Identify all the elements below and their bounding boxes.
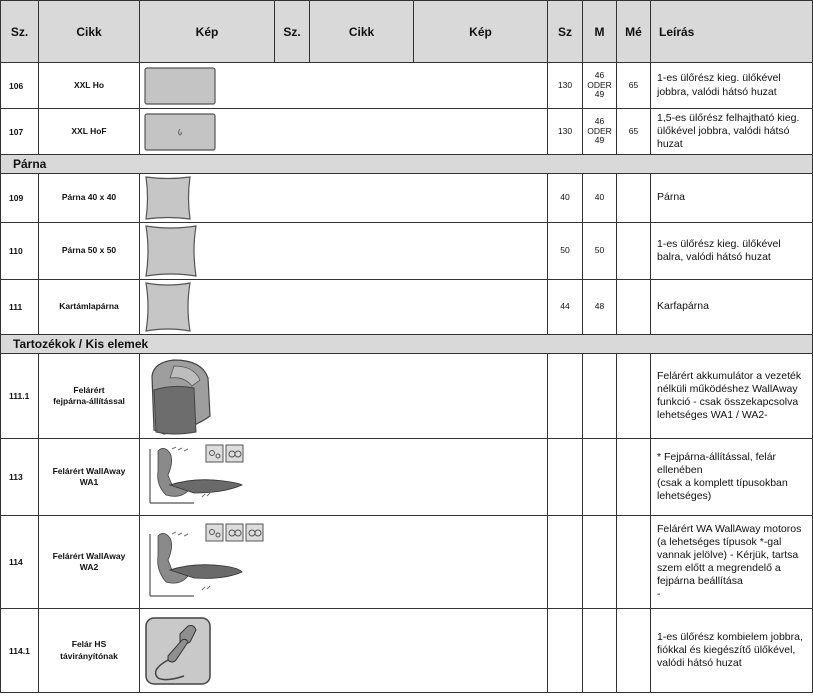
width-value: 50 bbox=[548, 223, 583, 280]
depth-value bbox=[617, 609, 651, 693]
section-title: Tartozékok / Kis elemek bbox=[1, 335, 813, 354]
description: 1-es ülőrész kieg. ülőkével jobbra, valódi hátsó huzat bbox=[651, 63, 813, 109]
header-kep-2: Kép bbox=[414, 1, 548, 63]
row-number: 114 bbox=[1, 516, 39, 609]
article-name: Felárért fejpárna-állítással bbox=[39, 354, 140, 439]
table-row bbox=[1, 354, 813, 439]
header-depth: Mé bbox=[617, 1, 651, 63]
depth-value bbox=[617, 174, 651, 223]
width-value bbox=[548, 516, 583, 609]
remote-control-thumbnail bbox=[140, 609, 548, 693]
table-row bbox=[1, 609, 813, 693]
row-number: 106 bbox=[1, 63, 39, 109]
article-name: Felárért WallAway WA2 bbox=[39, 516, 140, 609]
headrest-thumbnail bbox=[140, 354, 548, 439]
article-name: Kartámlapárna bbox=[39, 280, 140, 335]
article-name: Párna 40 x 40 bbox=[39, 174, 140, 223]
table-row bbox=[1, 63, 813, 109]
section-title: Párna bbox=[1, 155, 813, 174]
width-value: 130 bbox=[548, 63, 583, 109]
pillow-thumbnail bbox=[140, 174, 548, 223]
height-value bbox=[583, 354, 617, 439]
pillow-thumbnail bbox=[140, 223, 548, 280]
header-sz: Sz. bbox=[1, 1, 39, 63]
height-value bbox=[583, 516, 617, 609]
table-row bbox=[1, 280, 813, 335]
depth-value bbox=[617, 354, 651, 439]
height-value: 48 bbox=[583, 280, 617, 335]
section-row-tartozekok bbox=[1, 335, 813, 354]
row-number: 110 bbox=[1, 223, 39, 280]
row-number: 107 bbox=[1, 109, 39, 155]
width-value bbox=[548, 609, 583, 693]
description: Felárért akkumulátor a vezeték nélküli működéshez WallAway funkció - csak összekapcsolva lehetséges WA1 / WA2- bbox=[651, 354, 813, 439]
table-row bbox=[1, 174, 813, 223]
depth-value: 65 bbox=[617, 109, 651, 155]
row-number: 111 bbox=[1, 280, 39, 335]
header-row bbox=[1, 1, 813, 63]
description: Párna bbox=[651, 174, 813, 223]
description: 1-es ülőrész kieg. ülőkével balra, valódi hátsó huzat bbox=[651, 223, 813, 280]
row-number: 111.1 bbox=[1, 354, 39, 439]
header-cikk: Cikk bbox=[39, 1, 140, 63]
description: Felárért WA WallAway motoros (a lehetséges típusok *-gal vannak jelölve) - Kérjük, tartsa szem előtt a megrendelő a fejpárna beállítása - bbox=[651, 516, 813, 609]
header-height: M bbox=[583, 1, 617, 63]
height-value: 46 ODER 49 bbox=[583, 63, 617, 109]
depth-value bbox=[617, 516, 651, 609]
header-description: Leírás bbox=[651, 1, 813, 63]
description: 1,5-es ülőrész felhajtható kieg. ülőkével jobbra, valódi hátsó huzat bbox=[651, 109, 813, 155]
depth-value bbox=[617, 439, 651, 516]
table-row bbox=[1, 439, 813, 516]
sofa-cushion-thumbnail bbox=[140, 109, 548, 155]
width-value bbox=[548, 354, 583, 439]
article-name: Felár HS távirányítónak bbox=[39, 609, 140, 693]
width-value bbox=[548, 439, 583, 516]
row-number: 114.1 bbox=[1, 609, 39, 693]
width-value: 130 bbox=[548, 109, 583, 155]
description: 1-es ülőrész kombielem jobbra, fiókkal és kiegészítő ülőkével, valódi hátsó huzat bbox=[651, 609, 813, 693]
header-kep: Kép bbox=[140, 1, 275, 63]
pillow-thumbnail bbox=[140, 280, 548, 335]
depth-value bbox=[617, 280, 651, 335]
height-value bbox=[583, 609, 617, 693]
section-row-parna bbox=[1, 155, 813, 174]
header-width: Sz bbox=[548, 1, 583, 63]
width-value: 40 bbox=[548, 174, 583, 223]
article-name: XXL HoF bbox=[39, 109, 140, 155]
row-number: 113 bbox=[1, 439, 39, 516]
height-value: 40 bbox=[583, 174, 617, 223]
article-name: XXL Ho bbox=[39, 63, 140, 109]
table-row bbox=[1, 223, 813, 280]
header-sz-2: Sz. bbox=[275, 1, 310, 63]
height-value: 46 ODER 49 bbox=[583, 109, 617, 155]
recliner-diagram bbox=[140, 516, 548, 609]
width-value: 44 bbox=[548, 280, 583, 335]
row-number: 109 bbox=[1, 174, 39, 223]
table-row bbox=[1, 516, 813, 609]
height-value: 50 bbox=[583, 223, 617, 280]
description: * Fejpárna-állítással, felár ellenében (csak a komplett típusokban lehetséges) bbox=[651, 439, 813, 516]
article-name: Párna 50 x 50 bbox=[39, 223, 140, 280]
sofa-cushion-thumbnail bbox=[140, 63, 548, 109]
article-name: Felárért WallAway WA1 bbox=[39, 439, 140, 516]
recliner-diagram bbox=[140, 439, 548, 516]
depth-value bbox=[617, 223, 651, 280]
depth-value: 65 bbox=[617, 63, 651, 109]
height-value bbox=[583, 439, 617, 516]
table-row bbox=[1, 109, 813, 155]
header-cikk-2: Cikk bbox=[310, 1, 414, 63]
description: Karfapárna bbox=[651, 280, 813, 335]
